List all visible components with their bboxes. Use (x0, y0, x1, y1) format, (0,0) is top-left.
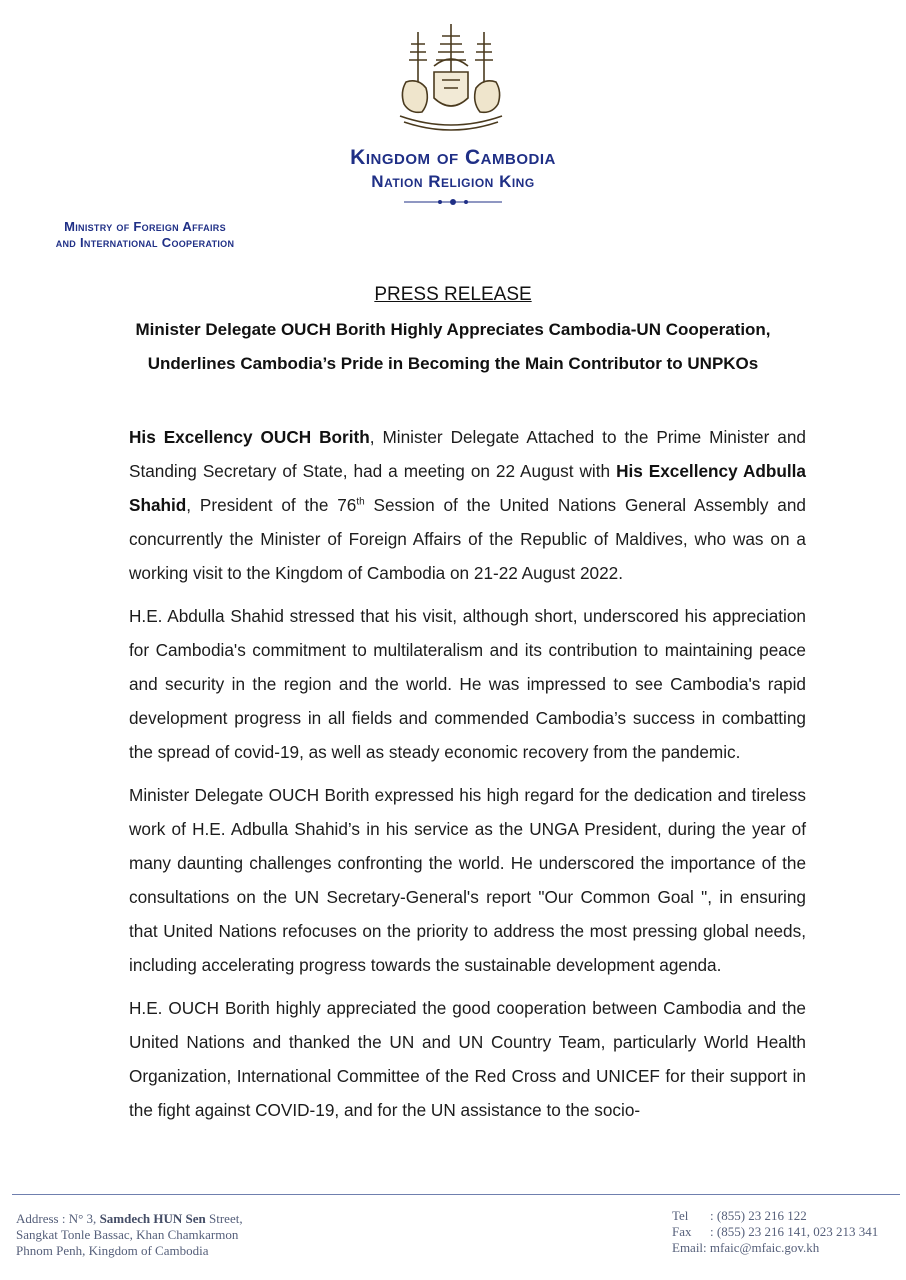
footer-address (16, 1211, 316, 1259)
address-prefix: Address : N° 3, (16, 1211, 100, 1226)
footer-contact (672, 1208, 904, 1256)
paragraph-1-text-a: , Minister Delegate Attached to the Prime Minister and Standing Secretary of State, had a meeting on 22 August with (129, 427, 806, 481)
royal-coat-of-arms-icon (386, 22, 516, 136)
contact-fax (672, 1224, 904, 1240)
contact-email (672, 1240, 904, 1256)
paragraph-2: H.E. Abdulla Shahid stressed that his visit, although short, underscored his appreciation for Cambodia's commitment to multilateralism and its contribution to maintaining peace and security in the region and the world. He was impressed to see Cambodia's rapid development progress in all fields and commended Cambodia’s success in combatting the spread of covid-19, as well as steady economic recovery from the pandemic. (129, 606, 806, 762)
fax-label: Fax (672, 1224, 692, 1239)
national-motto: Nation Religion King (371, 172, 535, 191)
name-adbulla-shahid: His Excellency Adbulla Shahid (129, 461, 806, 515)
address-line2: Sangkat Tonle Bassac, Khan Chamkarmon (16, 1227, 239, 1242)
contact-tel (672, 1208, 904, 1224)
address-street-name: Samdech HUN Sen (99, 1211, 206, 1226)
address-street-suffix: Street, (205, 1211, 243, 1226)
tel-value: : (855) 23 216 122 (710, 1208, 807, 1223)
headline-line2: Underlines Cambodia’s Pride in Becoming the Main Contributor to UNPKOs (147, 354, 759, 373)
paragraph-4: H.E. OUCH Borith highly appreciated the good cooperation between Cambodia and the United Nations and thanked the UN and UN Country Team, particularly World Health Organization, International Committee of the Red Cross and UNICEF for their support in the fight against COVID-19, and for the UN assistance to the socio- (129, 998, 806, 1120)
press-release-label: PRESS RELEASE (374, 284, 532, 305)
headline-line1: Minister Delegate OUCH Borith Highly Appreciates Cambodia-UN Cooperation, (135, 320, 771, 339)
name-ouch-borith: His Excellency OUCH Borith (129, 427, 370, 447)
tel-label: Tel (672, 1208, 689, 1223)
email-value: : mfaic@mfaic.gov.kh (703, 1240, 820, 1255)
paragraph-3: Minister Delegate OUCH Borith expressed his high regard for the dedication and tireless work of H.E. Adbulla Shahid’s in his service as the UNGA President, during the year of many daunting challenges confronting the world. He underscored the importance of the consultations on the UN Secretary-General's report "Our Common Goal ", in ensuring that United Nations refocuses on the priority to address the most pressing global needs, including accelerating progress towards the sustainable development agenda. (129, 785, 806, 975)
ministry-name-line1: Ministry of Foreign Affairs (64, 219, 226, 234)
press-release-body (129, 420, 806, 1136)
paragraph-1 (129, 420, 806, 590)
divider-ornament-icon (400, 196, 506, 208)
email-label: Email (672, 1240, 704, 1255)
fax-value: : (855) 23 216 141, 023 213 341 (710, 1224, 879, 1239)
ministry-name-line2: and International Cooperation (55, 235, 235, 250)
kingdom-title: Kingdom of Cambodia (350, 146, 556, 169)
address-line1 (16, 1211, 316, 1227)
address-line3: Phnom Penh, Kingdom of Cambodia (16, 1243, 209, 1258)
paragraph-1-text-b: , President of the 76 (186, 495, 357, 515)
ordinal-suffix: th (356, 496, 365, 508)
paragraph-1-text-c: Session of the United Nations General Assembly and concurrently the Minister of Foreign Affairs of the Republic of Maldives, who was on a working visit to the Kingdom of Cambodia on 21-22 August 2022. (129, 495, 806, 583)
footer-divider (12, 1194, 900, 1195)
